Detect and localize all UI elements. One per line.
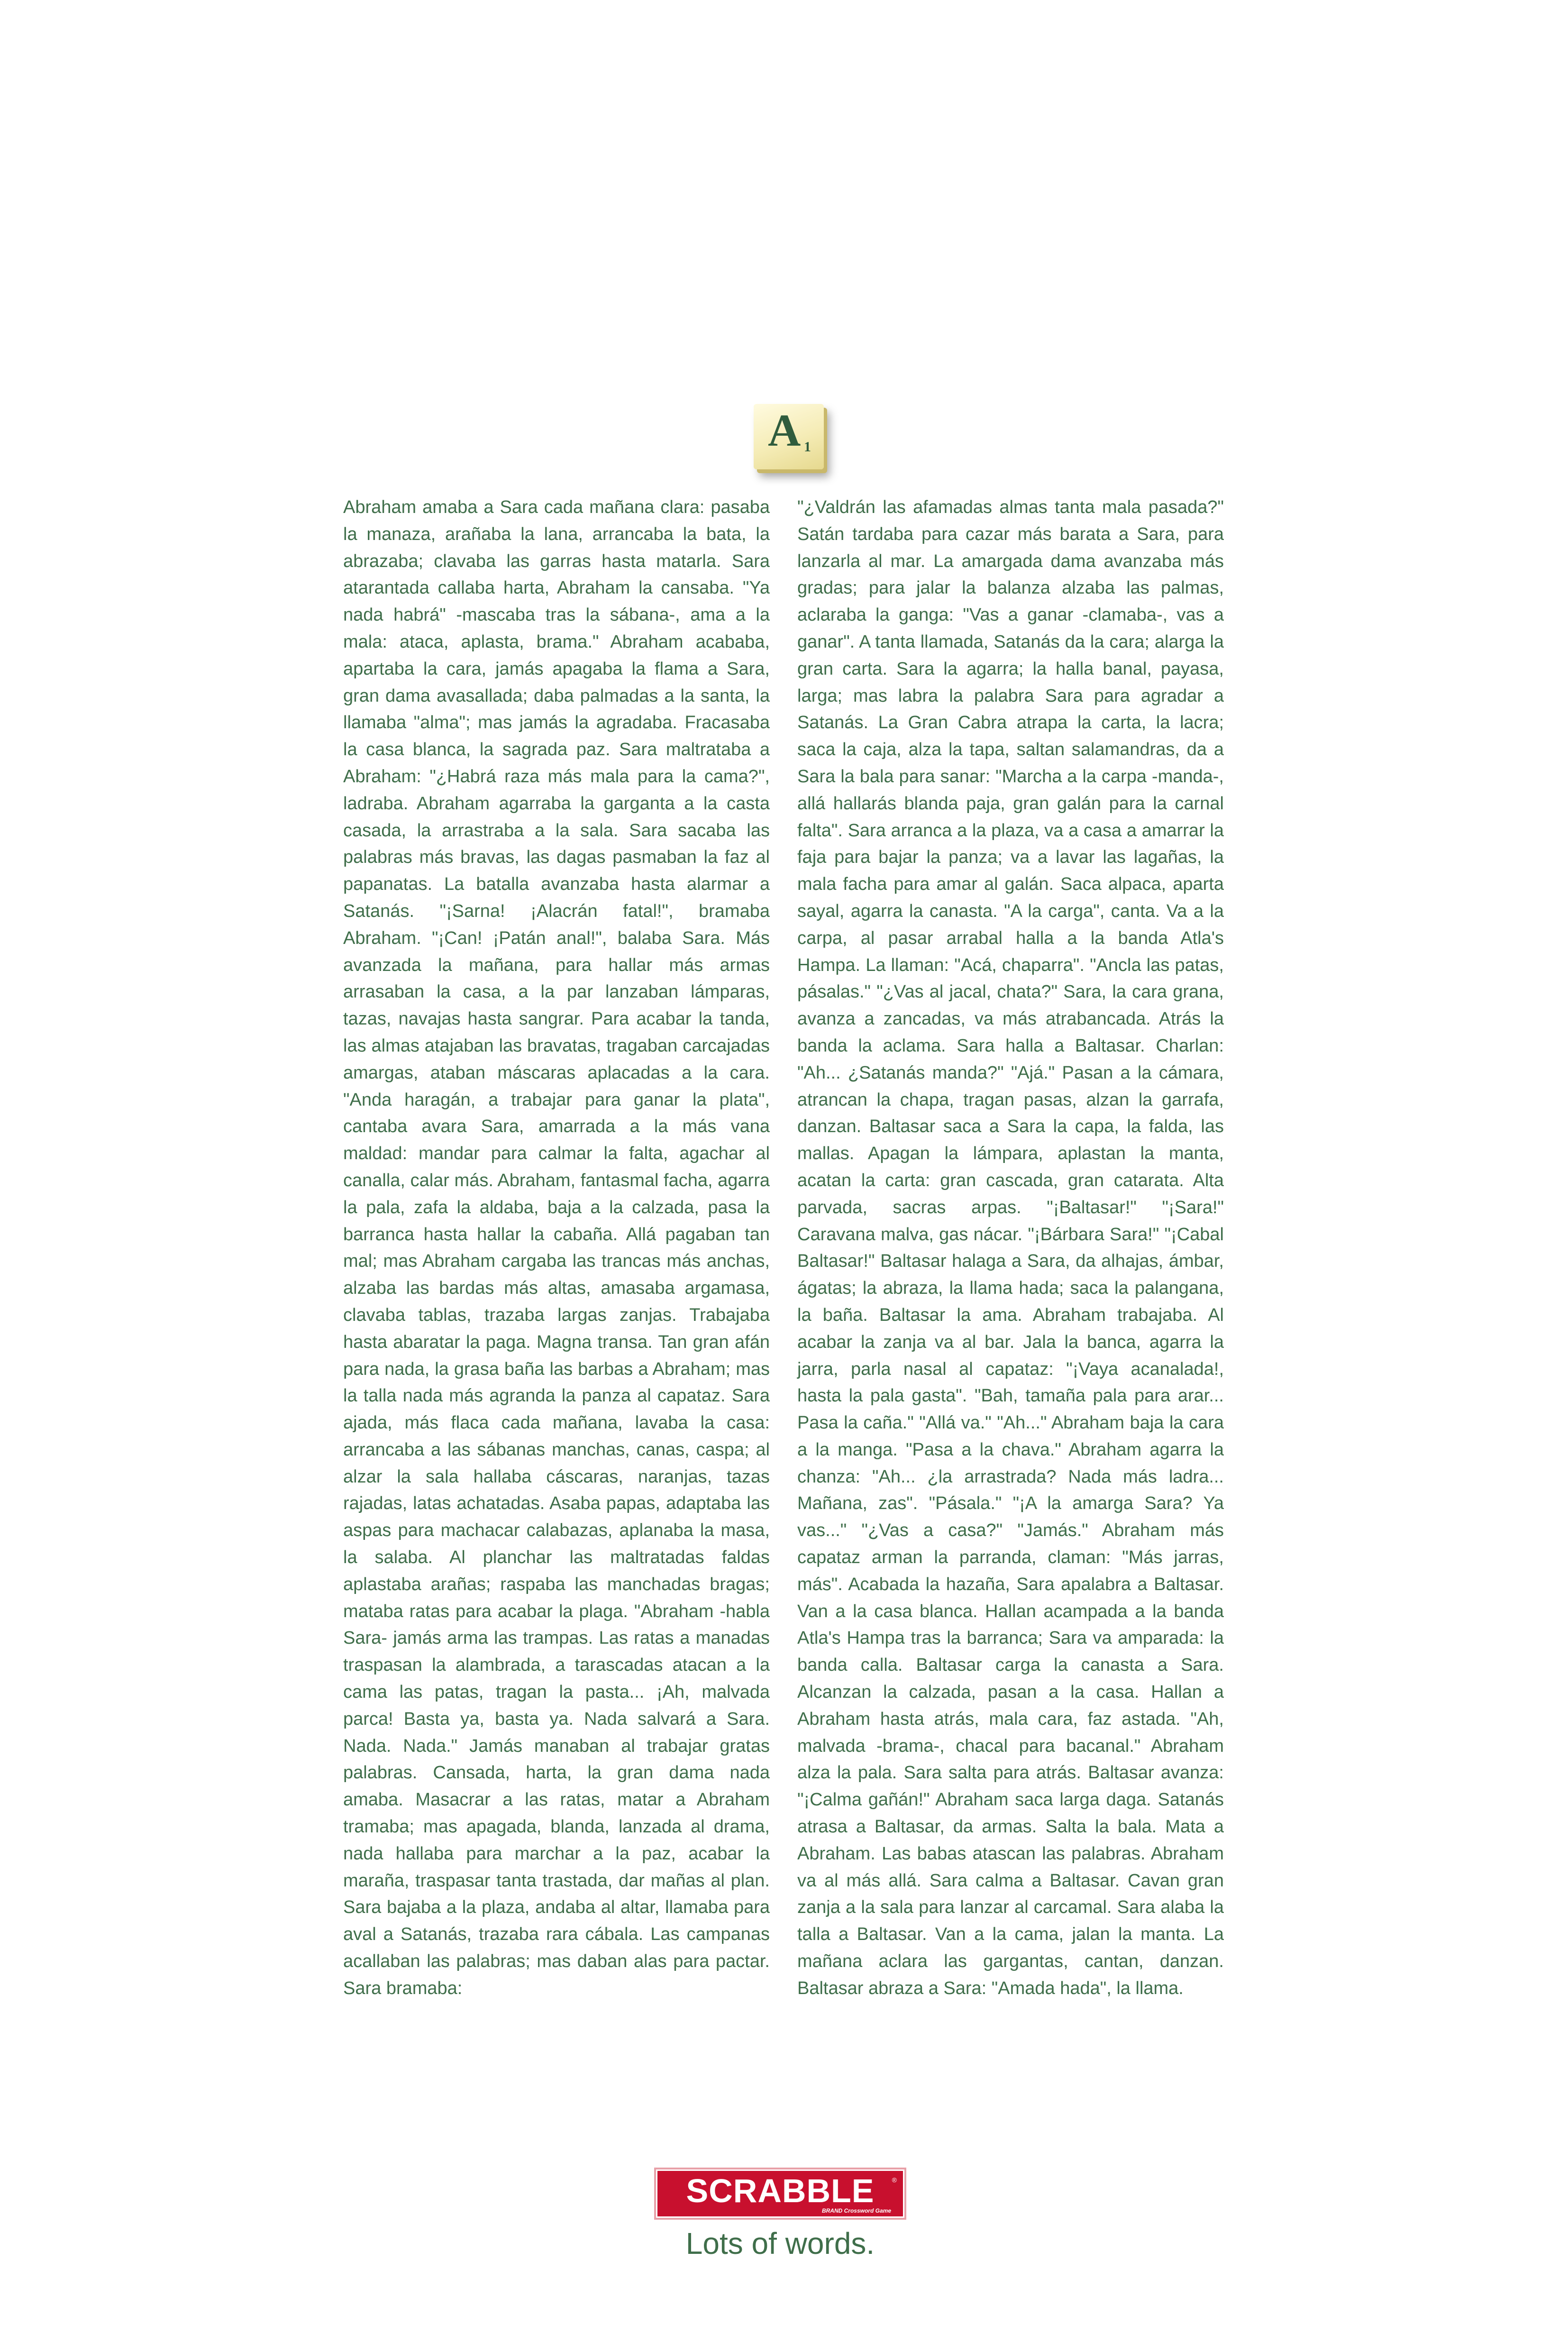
logo-subtitle: BRAND Crossword Game — [821, 2207, 891, 2214]
logo-brand: SCRABBLE — [686, 2172, 875, 2209]
tile-score: 1 — [804, 439, 811, 455]
tile-letter: A — [768, 405, 801, 456]
story-text-left: Abraham amaba a Sara cada mañana clara: pasaba la manaza, arañaba la lana, arrancaba la bata, la abrazaba; clavaba las garras hasta matarla. Sara atarantada callaba harta, Abraham la cansaba. "Ya nada habrá" -mascaba tras la sábana-, ama a la mala: ataca, aplasta, brama." Abraham acababa, apartaba la cara, jamás apagaba la flama a Sara, gran dama avasallada; daba palmadas a la santa, la llamaba "alma"; mas jamás la agradaba. Fracasaba la casa blanca, la sagrada paz. Sara maltrataba a Abraham: "¿Habrá raza más mala para la cama?", ladraba. Abraham agarraba la garganta a la casta casada, la arrastraba a la sala. Sara sacaba las palabras más bravas, las dagas pasmaban la faz al papanatas. La batalla avanzaba hasta alarmar a Satanás. "¡Sarna! ¡Alacrán fatal!", bramaba Abraham. "¡Can! ¡Patán anal!", balaba Sara. Más avanzada la mañana, para hallar más armas arrasaban la casa, a la par lanzaban lámparas, tazas, navajas hasta sangrar. Para acabar la tanda, las almas atajaban las bravatas, tragaban carcajadas amargas, ataban máscaras aplacadas a la cara. "Anda haragán, a trabajar para ganar la plata", cantaba avara Sara, amarrada a la más vana maldad: mandar para calmar la falta, agachar al canalla, calar más. Abraham, fantasmal facha, agarra la pala, zafa la aldaba, baja a la calzada, pasa la barranca hasta hallar la cabaña. Allá pagaban tan mal; mas Abraham cargaba las trancas más anchas, alzaba las bardas más altas, amasaba argamasa, clavaba tablas, trazaba largas zanjas. Trabajaba hasta abaratar la paga. Magna transa. Tan gran afán para nada, la grasa baña las barbas a Abraham; mas la talla nada más agranda la panza al capataz. Sara ajada, más flaca cada mañana, lavaba la casa: arrancaba a las sábanas manchas, canas, caspa; al alzar la sala hallaba cáscaras, naranjas, tazas rajadas, latas achatadas. Asaba papas, adaptaba las aspas para machacar calabazas, aplanaba la masa, la salaba. Al planchar las maltratadas faldas aplastaba arañas; raspaba las manchadas bragas; mataba ratas para acabar la plaga. "Abraham -habla Sara- jamás arma las trampas. Las ratas a manadas traspasan la alambrada, a tarascadas atacan a la cama las patas, tragan la pasta... ¡Ah, malvada parca! Basta ya, basta ya. Nada salvará a Sara. Nada. Nada." Jamás manaban al trabajar gratas palabras. Cansada, harta, la gran dama nada amaba. Masacrar a las ratas, matar a Abraham tramaba; mas apagada, blanda, lanzada al drama, nada hallaba para marchar a la paz, acabar la maraña, traspasar tanta trastada, dar mañas al plan. Sara bajaba a la plaza, andaba al altar, llamaba para aval a Satanás, trazaba rara cábala. Las campanas acallaban las palabras; mas daban alas para pactar. Sara bramaba: — [343, 497, 770, 1998]
logo-registered-mark: ® — [892, 2176, 897, 2184]
story-column-right — [797, 494, 1224, 2002]
scrabble-logo — [654, 2168, 906, 2220]
scrabble-tile-a — [754, 404, 824, 469]
story-column-left — [343, 494, 770, 2002]
tagline: Lots of words. — [685, 2226, 875, 2260]
story-text-right: "¿Valdrán las afamadas almas tanta mala pasada?" Satán tardaba para cazar más barata a Sara, para lanzarla al mar. La amargada dama avanzaba más gradas; para jalar la balanza alzaba las palmas, aclaraba la ganga: "Vas a ganar -clamaba-, vas a ganar". A tanta llamada, Satanás da la cara; alarga la gran carta. Sara la agarra; la halla banal, payasa, larga; mas labra la palabra Sara para agradar a Satanás. La Gran Cabra atrapa la carta, la lacra; saca la caja, alza la tapa, saltan salamandras, da a Sara la bala para sanar: "Marcha a la carpa -manda-, allá hallarás blanda paja, gran galán para la carnal falta". Sara arranca a la plaza, va a casa a amarrar la faja para bajar la panza; va a lavar las lagañas, la mala facha para amar al galán. Saca alpaca, aparta sayal, agarra la canasta. "A la carga", canta. Va a la carpa, al pasar arrabal halla a la banda Atla's Hampa. La llaman: "Acá, chaparra". "Ancla las patas, pásalas." "¿Vas al jacal, chata?" Sara, la cara grana, avanza a zancadas, va más atrabancada. Atrás la banda la aclama. Sara halla a Baltasar. Charlan: "Ah... ¿Satanás manda?" "Ajá." Pasan a la cámara, atrancan la chapa, tragan pasas, alzan la garrafa, danzan. Baltasar saca a Sara la capa, la falda, las mallas. Apagan la lámpara, aplastan la manta, acatan la carta: gran cascada, gran catarata. Alta parvada, sacras arpas. "¡Baltasar!" "¡Sara!" Caravana malva, gas nácar. "¡Bárbara Sara!" "¡Cabal Baltasar!" Baltasar halaga a Sara, da alhajas, ámbar, ágatas; la abraza, la llama hada; saca la palangana, la baña. Baltasar la ama. Abraham trabajaba. Al acabar la zanja va al bar. Jala la banca, agarra la jarra, parla nasal al capataz: "¡Vaya acanalada!, hasta la pala gasta". "Bah, tamaña pala para arar... Pasa la caña." "Allá va." "Ah..." Abraham baja la cara a la manga. "Pasa a la chava." Abraham agarra la chanza: "Ah... ¿la arrastrada? Nada más ladra... Mañana, zas". "Pásala." "¡A la amarga Sara? Ya vas..." "¿Vas a casa?" "Jamás." Abraham más capataz arman la parranda, claman: "Más jarras, más". Acabada la hazaña, Sara apalabra a Baltasar. Van a la casa blanca. Hallan acampada a la banda Atla's Hampa tras la barranca; Sara va amparada: la banda calla. Baltasar carga la canasta a Sara. Alcanzan la calzada, pasan a la casa. Hallan a Abraham hasta atrás, mala cara, faz astada. "Ah, malvada -brama-, chacal para bacanal." Abraham alza la pala. Sara salta para atrás. Baltasar avanza: "¡Calma gañán!" Abraham saca larga daga. Satanás atrasa a Baltasar, da armas. Salta la bala. Mata a Abraham. Las babas atascan las palabras. Abraham va al más allá. Sara calma a Baltasar. Cavan gran zanja a la sala para lanzar al carcamal. Sara alaba la talla a Baltasar. Van a la cama, jalan la manta. La mañana aclara las gargantas, cantan, danzan. Baltasar abraza a Sara: "Amada hada", la llama. — [797, 497, 1224, 1998]
